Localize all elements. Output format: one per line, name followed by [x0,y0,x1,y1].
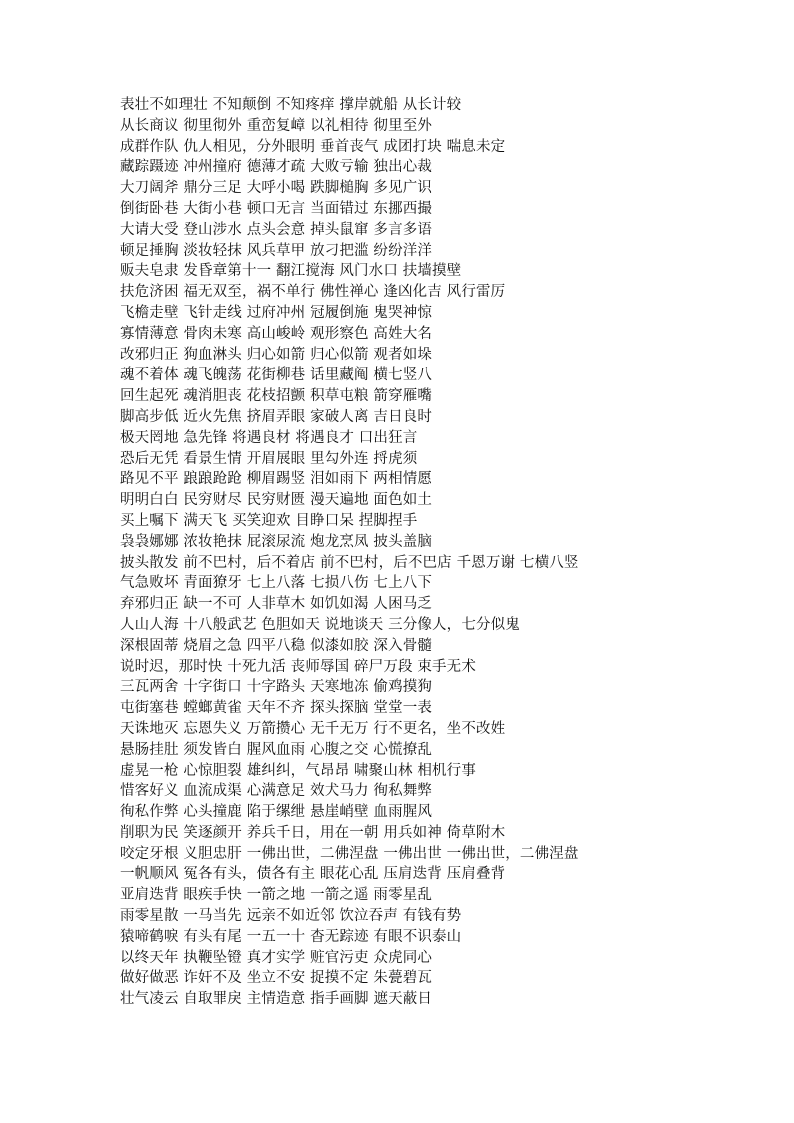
text-line: 魂不着体 魂飞魄荡 花街柳巷 话里藏阄 横七竖八 [120,367,433,384]
text-line: 袅袅娜娜 浓妆艳抹 屁滚尿流 炮龙烹凤 披头盖脑 [120,533,433,550]
text-line: 明明白白 民穷财尽 民穷财匮 漫天遍地 面色如土 [120,492,433,509]
text-line: 虚晃一枪 心惊胆裂 雄纠纠，气昂昂 啸聚山林 相机行事 [120,762,476,779]
text-line: 猿啼鹤唳 有头有尾 一五一十 杳无踪迹 有眼不识泰山 [120,928,462,945]
text-line: 屯街塞巷 螳螂黄雀 天年不齐 探头探脑 堂堂一表 [120,700,433,717]
text-line: 大请大受 登山涉水 点头会意 掉头鼠窜 多言多语 [120,221,433,238]
text-line: 飞檐走壁 飞针走线 过府冲州 冠履倒施 鬼哭神惊 [120,304,433,321]
text-line: 寡情薄意 骨肉未寒 高山峻岭 观形察色 高姓大名 [120,325,433,342]
text-line: 倒街卧巷 大街小巷 顿口无言 当面错过 东挪西撮 [120,200,433,217]
text-line: 以终天年 执鞭坠镫 真才实学 赃官污吏 众虎同心 [120,949,433,966]
text-line: 脚高步低 近火先焦 挤眉弄眼 家破人离 吉日良时 [120,408,433,425]
text-line: 亚肩迭背 眼疾手快 一箭之地 一箭之遥 雨零星乱 [120,887,433,904]
text-line: 做好做恶 诈奸不及 坐立不安 捉摸不定 朱甍碧瓦 [120,970,433,987]
text-line: 深根固蒂 烧眉之急 四平八稳 似漆如胶 深入骨髓 [120,637,433,654]
text-line: 咬定牙根 义胆忠肝 一佛出世，二佛涅盘 一佛出世 一佛出世，二佛涅盘 [120,845,579,862]
text-line: 从长商议 彻里彻外 重峦复嶂 以礼相待 彻里至外 [120,117,433,134]
text-line: 顿足捶胸 淡妆轻抹 风兵草甲 放刁把滥 纷纷洋洋 [120,242,433,259]
text-line: 悬肠挂肚 须发皆白 腥风血雨 心腹之交 心慌撩乱 [120,741,433,758]
text-line: 买上嘱下 满天飞 买笑迎欢 目睁口呆 捏脚捏手 [120,512,418,529]
text-line: 藏踪蹑迹 冲州撞府 德薄才疏 大败亏输 独出心裁 [120,159,433,176]
text-line: 弃邪归正 缺一不可 人非草木 如饥如渴 人困马乏 [120,596,433,613]
text-line: 雨零星散 一马当先 远亲不如近邻 饮泣吞声 有钱有势 [120,908,462,925]
text-line: 大刀阔斧 鼎分三足 大呼小喝 跌脚槌胸 多见广识 [120,180,433,197]
text-line: 削职为民 笑逐颜开 养兵千日，用在一朝 用兵如神 倚草附木 [120,824,506,841]
text-line: 成群作队 仇人相见，分外眼明 垂首丧气 成团打块 喘息未定 [120,138,506,155]
text-line: 表壮不如理壮 不知颠倒 不知疼痒 撑岸就船 从长计较 [120,97,462,113]
text-line: 三瓦两舍 十字街口 十字路头 天寒地冻 偷鸡摸狗 [120,679,433,696]
text-line: 贩夫皂隶 发昏章第十一 翻江搅海 风门水口 扶墙摸壁 [120,263,462,280]
text-line: 一帆顺风 冤各有头，债各有主 眼花心乱 压肩迭背 压肩叠背 [120,866,506,883]
text-line: 恐后无凭 看景生情 开眉展眼 里勾外连 捋虎须 [120,450,418,467]
text-line: 说时迟，那时快 十死九活 丧师辱国 碎尸万段 束手无术 [120,658,476,675]
text-line: 披头散发 前不巴村，后不着店 前不巴村，后不巴店 千恩万谢 七横八竖 [120,554,579,571]
text-line: 气急败坏 青面獠牙 七上八落 七损八伤 七上八下 [120,575,433,592]
text-line: 改邪归正 狗血淋头 归心如箭 归心似箭 观者如垛 [120,346,433,363]
text-line: 回生起死 魂消胆丧 花枝招颤 积草屯粮 箭穿雁嘴 [120,388,433,405]
text-line: 天诛地灭 忘恩失义 万箭攒心 无千无万 行不更名，坐不改姓 [120,720,506,737]
text-line: 壮气凌云 自取罪戾 主情造意 指手画脚 遮天蔽日 [120,991,433,1008]
text-line: 徇私作弊 心头撞鹿 陷于缧绁 悬崖峭壁 血雨腥风 [120,804,433,821]
text-line: 人山人海 十八般武艺 色胆如天 说地谈天 三分像人，七分似鬼 [120,616,520,633]
text-line: 极天罔地 急先锋 将遇良材 将遇良才 口出狂言 [120,429,418,446]
text-line: 路见不平 踉踉跄跄 柳眉踢竖 泪如雨下 两相情愿 [120,471,433,488]
text-line: 惜客好义 血流成渠 心满意足 效犬马力 徇私舞弊 [120,783,433,800]
idiom-list [120,95,780,1010]
text-line: 扶危济困 福无双至，祸不单行 佛性禅心 逢凶化吉 风行雷厉 [120,284,506,301]
